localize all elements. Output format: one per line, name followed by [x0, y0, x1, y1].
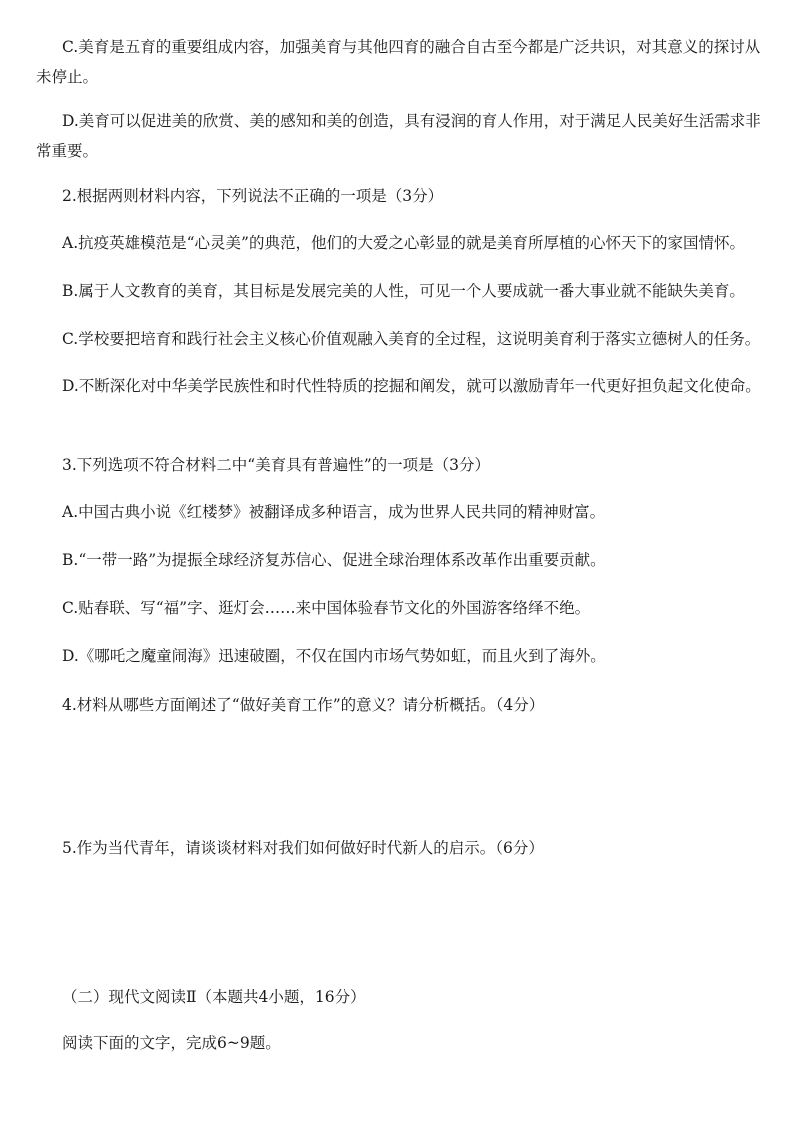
q2-option-b: B.属于人文教育的美育，其目标是发展完美的人性，可见一个人要成就一番大事业就不能缺失美育。: [62, 282, 745, 300]
q1-option-c: C.美育是五育的重要组成内容，加强美育与其他四育的融合自古至今都是广泛共识，对其意义的探讨从未停止。: [36, 38, 761, 86]
q2-option-d: D.不断深化对中华美学民族性和时代性特质的挖掘和阐发，就可以激励青年一代更好担负起文化使命。: [62, 377, 761, 395]
question-3: 3.下列选项不符合材料二中“美育具有普遍性”的一项是（3分）: [62, 456, 491, 474]
q3-option-a: A.中国古典小说《红楼梦》被翻译成多种语言，成为世界人民共同的精神财富。: [62, 503, 606, 521]
q3-option-c: C.贴春联、写“福”字、逛灯会……来中国体验春节文化的外国游客络绎不绝。: [62, 599, 591, 617]
section-heading: （二）现代文阅读Ⅱ（本题共4小题，16分）: [62, 988, 366, 1006]
reading-instruction: 阅读下面的文字，完成6~9题。: [62, 1034, 281, 1052]
q2-option-c: C.学校要把培育和践行社会主义核心价值观融入美育的全过程，这说明美育利于落实立德树人的任务。: [62, 330, 761, 348]
q2-option-a: A.抗疫英雄模范是“心灵美”的典范，他们的大爱之心彰显的就是美育所厚植的心怀天下的家国情怀。: [62, 234, 745, 252]
q3-option-d: D.《哪吒之魔童闹海》迅速破圈，不仅在国内市场气势如虹，而且火到了海外。: [62, 647, 606, 665]
question-4: 4.材料从哪些方面阐述了“做好美育工作”的意义？请分析概括。（4分）: [62, 696, 545, 714]
q3-option-b: B.“一带一路”为提振全球经济复苏信心、促进全球治理体系改革作出重要贡献。: [62, 551, 606, 569]
question-2: 2.根据两则材料内容，下列说法不正确的一项是（3分）: [62, 187, 444, 205]
q1-option-d: D.美育可以促进美的欣赏、美的感知和美的创造，具有浸润的育人作用，对于满足人民美好生活需求非常重要。: [36, 112, 761, 160]
question-5: 5.作为当代青年，请谈谈材料对我们如何做好时代新人的启示。（6分）: [62, 839, 544, 857]
